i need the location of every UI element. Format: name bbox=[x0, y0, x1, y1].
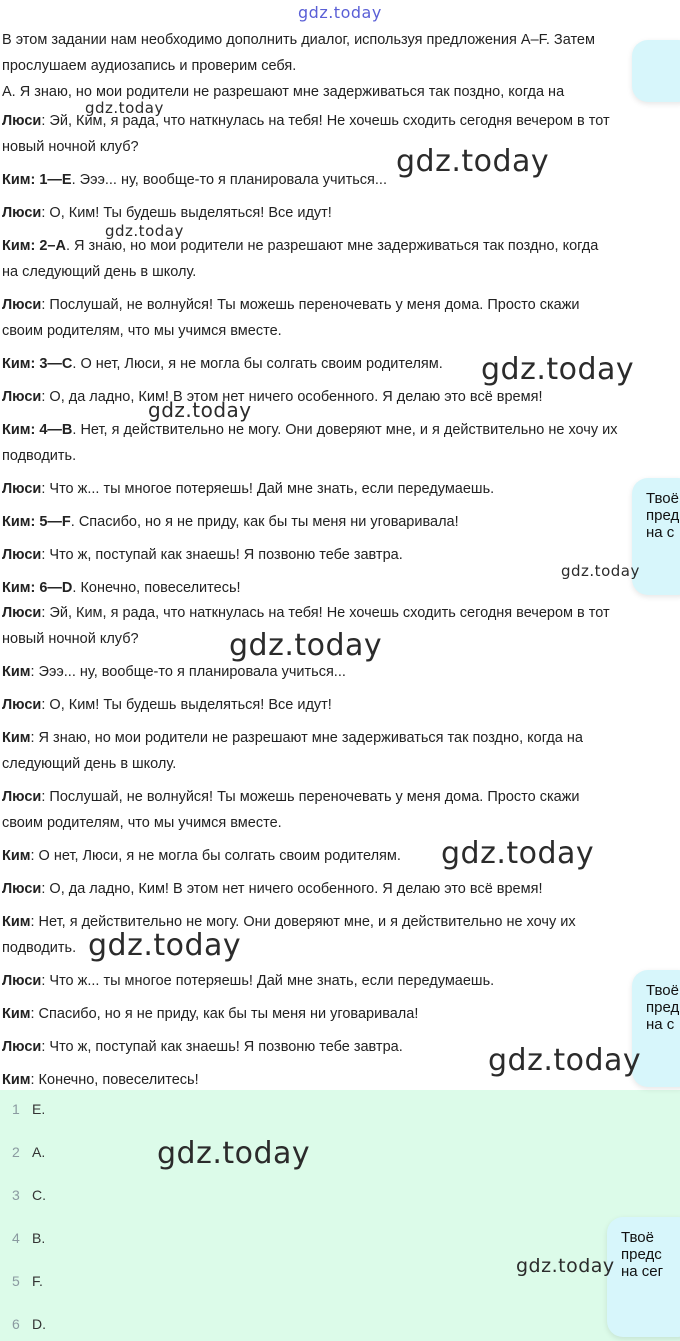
speaker: Ким: 3—C bbox=[2, 356, 73, 372]
answer-number: 4 bbox=[12, 1230, 20, 1246]
dialog2-line bbox=[2, 603, 610, 623]
site-logo[interactable]: gdz.today bbox=[298, 3, 382, 22]
answer-item bbox=[12, 1142, 45, 1162]
speaker: Люси bbox=[2, 389, 42, 405]
speaker: Ким: 1—E bbox=[2, 172, 72, 188]
dialog1-line bbox=[2, 262, 196, 282]
utterance: : Спасибо, но я не приду, как бы ты меня ни уговаривала! bbox=[30, 1006, 419, 1022]
answer-item bbox=[12, 1228, 45, 1248]
utterance: : О, Ким! Ты будешь выделяться! Все идут! bbox=[41, 205, 332, 221]
speaker: Ким: 5—F bbox=[2, 514, 71, 530]
chat-bubble[interactable]: Твоё пред на с bbox=[632, 970, 680, 1087]
answer-item bbox=[12, 1185, 46, 1205]
utterance: подводить. bbox=[2, 940, 77, 956]
dialog2-line bbox=[2, 813, 282, 833]
speaker: Ким bbox=[2, 848, 31, 864]
answer-letter: F. bbox=[32, 1273, 43, 1289]
utterance: . Эээ... ну, вообще-то я планировала учиться... bbox=[71, 172, 387, 188]
answer-item bbox=[12, 1099, 45, 1119]
dialog1-line bbox=[2, 236, 598, 256]
chat-bubble[interactable]: Твоё пред на с bbox=[632, 478, 680, 595]
speaker: Люси bbox=[2, 113, 42, 129]
answer-number: 2 bbox=[12, 1144, 20, 1160]
dialog2-line bbox=[2, 754, 176, 774]
utterance: : Эй, Ким, я рада, что наткнулась на тебя! Не хочешь сходить сегодня вечером в тот bbox=[41, 605, 610, 621]
watermark: gdz.today bbox=[88, 928, 242, 963]
answer-letter: A. bbox=[32, 1144, 46, 1160]
dialog1-line bbox=[2, 321, 282, 341]
speaker: Ким bbox=[2, 730, 31, 746]
speaker: Люси bbox=[2, 1039, 42, 1055]
dialog2-line bbox=[2, 728, 583, 748]
answer-number: 6 bbox=[12, 1316, 20, 1332]
dialog1-line bbox=[2, 354, 443, 374]
dialog2-line bbox=[2, 879, 542, 899]
dialog1-line bbox=[2, 578, 241, 598]
dialog2-line bbox=[2, 787, 580, 807]
answer-number: 1 bbox=[12, 1101, 20, 1117]
utterance: следующий день в школу. bbox=[2, 756, 177, 772]
dialog2-line bbox=[2, 1070, 199, 1090]
utterance: : Что ж... ты многое потеряешь! Дай мне знать, если передумаешь. bbox=[41, 973, 495, 989]
utterance: подводить. bbox=[2, 448, 77, 464]
utterance: на следующий день в школу. bbox=[2, 264, 197, 280]
speaker: Люси bbox=[2, 697, 42, 713]
utterance: своим родителям, что мы учимся вместе. bbox=[2, 323, 282, 339]
answer-letter: D. bbox=[32, 1316, 46, 1332]
dialog1-line bbox=[2, 479, 494, 499]
utterance: : Что ж, поступай как знаешь! Я позвоню тебе завтра. bbox=[41, 1039, 403, 1055]
speaker: Ким: 2–A bbox=[2, 238, 66, 254]
speaker: Люси bbox=[2, 297, 42, 313]
speaker: Ким: 6—D bbox=[2, 580, 73, 596]
dialog2-line bbox=[2, 971, 494, 991]
utterance: : О, да ладно, Ким! В этом нет ничего особенного. Я делаю это всё время! bbox=[41, 881, 543, 897]
speaker: Люси bbox=[2, 605, 42, 621]
utterance: : О нет, Люси, я не могла бы солгать своим родителям. bbox=[30, 848, 401, 864]
speaker: Люси bbox=[2, 205, 42, 221]
dialog2-line bbox=[2, 1037, 403, 1057]
dialog2-line bbox=[2, 695, 332, 715]
utterance: . О нет, Люси, я не могла бы солгать своим родителям. bbox=[72, 356, 443, 372]
dialog2-line bbox=[2, 938, 76, 958]
dialog1-line bbox=[2, 170, 387, 190]
dialog1-line bbox=[2, 137, 139, 157]
utterance: : О, да ладно, Ким! В этом нет ничего особенного. Я делаю это всё время! bbox=[41, 389, 543, 405]
speaker: Ким bbox=[2, 914, 31, 930]
utterance: : Эээ... ну, вообще-то я планировала учиться... bbox=[30, 664, 346, 680]
dialog1-line bbox=[2, 545, 403, 565]
utterance: : Послушай, не волнуйся! Ты можешь переночевать у меня дома. Просто скажи bbox=[41, 297, 580, 313]
watermark: gdz.today bbox=[396, 144, 550, 179]
watermark: gdz.today bbox=[229, 628, 383, 663]
speaker: Ким: 4—B bbox=[2, 422, 73, 438]
utterance: . Конечно, повеселитесь! bbox=[72, 580, 241, 596]
utterance: новый ночной клуб? bbox=[2, 631, 139, 647]
watermark: gdz.today bbox=[148, 398, 252, 422]
utterance: : Послушай, не волнуйся! Ты можешь переночевать у меня дома. Просто скажи bbox=[41, 789, 580, 805]
speaker: Ким bbox=[2, 664, 31, 680]
chat-bubble[interactable]: Твоё предс на сег bbox=[607, 1217, 680, 1337]
answer-number: 3 bbox=[12, 1187, 20, 1203]
dialog2-line bbox=[2, 1004, 418, 1024]
dialog1-line bbox=[2, 295, 580, 315]
dialog1-line bbox=[2, 387, 542, 407]
utterance: . Нет, я действительно не могу. Они доверяют мне, и я действительно не хочу их bbox=[72, 422, 618, 438]
dialog1-line bbox=[2, 203, 332, 223]
utterance: : О, Ким! Ты будешь выделяться! Все идут! bbox=[41, 697, 332, 713]
watermark: gdz.today bbox=[157, 1136, 311, 1171]
intro-line-2: прослушаем аудиозапись и проверим себя. bbox=[2, 58, 297, 74]
dialog2-line bbox=[2, 629, 139, 649]
intro-line-3: A. Я знаю, но мои родители не разрешают мне задерживаться так поздно, когда на bbox=[2, 84, 565, 100]
utterance: : Эй, Ким, я рада, что наткнулась на тебя! Не хочешь сходить сегодня вечером в тот bbox=[41, 113, 610, 129]
watermark: gdz.today bbox=[481, 352, 635, 387]
dialog1-line bbox=[2, 446, 76, 466]
speaker: Люси bbox=[2, 881, 42, 897]
utterance: новый ночной клуб? bbox=[2, 139, 139, 155]
answer-number: 5 bbox=[12, 1273, 20, 1289]
utterance: : Что ж... ты многое потеряешь! Дай мне знать, если передумаешь. bbox=[41, 481, 495, 497]
answers-panel bbox=[0, 1090, 680, 1341]
utterance: своим родителям, что мы учимся вместе. bbox=[2, 815, 282, 831]
watermark: gdz.today bbox=[561, 562, 640, 580]
answer-letter: C. bbox=[32, 1187, 46, 1203]
utterance: : Нет, я действительно не могу. Они доверяют мне, и я действительно не хочу их bbox=[30, 914, 576, 930]
answer-letter: E. bbox=[32, 1101, 46, 1117]
watermark: gdz.today bbox=[85, 99, 164, 117]
intro-line-1: В этом задании нам необходимо дополнить диалог, используя предложения A–F. Затем bbox=[2, 32, 595, 48]
dialog2-line bbox=[2, 662, 346, 682]
speaker: Люси bbox=[2, 789, 42, 805]
dialog1-line bbox=[2, 420, 618, 440]
speaker: Люси bbox=[2, 973, 42, 989]
speaker: Люси bbox=[2, 547, 42, 563]
answer-item bbox=[12, 1314, 46, 1334]
watermark: gdz.today bbox=[105, 222, 184, 240]
utterance: . Я знаю, но мои родители не разрешают мне задерживаться так поздно, когда bbox=[65, 238, 599, 254]
utterance: : Что ж, поступай как знаешь! Я позвоню тебе завтра. bbox=[41, 547, 403, 563]
answer-letter: B. bbox=[32, 1230, 46, 1246]
watermark: gdz.today bbox=[441, 836, 595, 871]
utterance: : Я знаю, но мои родители не разрешают мне задерживаться так поздно, когда на bbox=[30, 730, 583, 746]
utterance: : Конечно, повеселитесь! bbox=[30, 1072, 199, 1088]
speaker: Люси bbox=[2, 481, 42, 497]
watermark: gdz.today bbox=[516, 1255, 615, 1277]
answer-item bbox=[12, 1271, 43, 1291]
utterance: . Спасибо, но я не приду, как бы ты меня ни уговаривала! bbox=[70, 514, 459, 530]
watermark: gdz.today bbox=[488, 1043, 642, 1078]
dialog2-line bbox=[2, 846, 401, 866]
dialog1-line bbox=[2, 512, 459, 532]
speaker: Ким bbox=[2, 1006, 31, 1022]
speaker: Ким bbox=[2, 1072, 31, 1088]
chat-bubble[interactable] bbox=[632, 40, 680, 102]
